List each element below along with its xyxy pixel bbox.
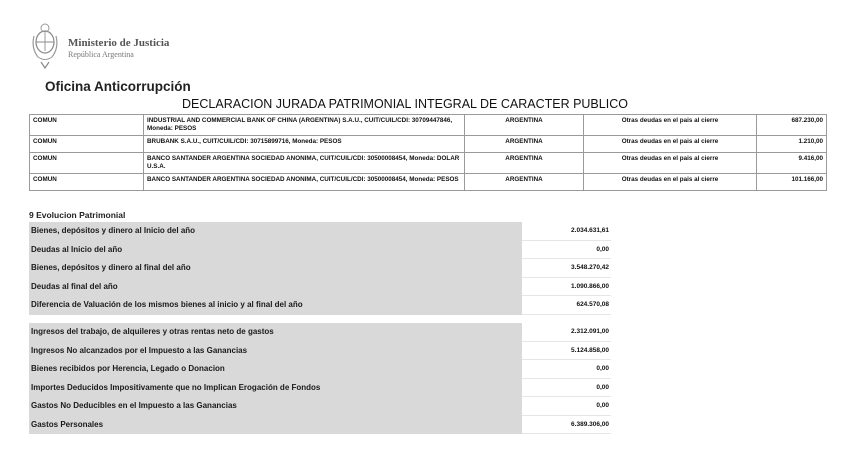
evolution-value: 0,00	[522, 241, 611, 260]
evolution-label: Deudas al Inicio del año	[29, 241, 522, 260]
debt-country: ARGENTINA	[465, 115, 584, 136]
evolution-label: Deudas al final del año	[29, 278, 522, 297]
evolution-label: Gastos Personales	[29, 416, 522, 435]
debt-description: Otras deudas en el pais al cierre	[584, 136, 757, 153]
debts-table	[29, 114, 827, 191]
table-row	[29, 323, 611, 342]
table-row	[29, 278, 611, 297]
evolution-group-1	[29, 222, 611, 315]
evolution-label: Importes Deducidos Impositivamente que no Implican Erogación de Fondos	[29, 379, 522, 398]
evolution-label: Ingresos No alcanzados por el Impuesto a las Ganancias	[29, 342, 522, 361]
debt-type: COMUN	[30, 174, 144, 191]
debt-entity: INDUSTRIAL AND COMMERCIAL BANK OF CHINA (ARGENTINA) S.A.U., CUIT/CUIL/CDI: 30709447846, Moneda: PESOS	[144, 115, 465, 136]
table-row	[30, 153, 827, 174]
evolution-value: 0,00	[522, 360, 611, 379]
table-row	[29, 342, 611, 361]
evolution-group-2	[29, 323, 611, 434]
office-name: Oficina Anticorrupción	[45, 79, 191, 94]
debt-country: ARGENTINA	[465, 136, 584, 153]
debt-description: Otras deudas en el pais al cierre	[584, 115, 757, 136]
evolution-label: Bienes, depósitos y dinero al Inicio del año	[29, 222, 522, 241]
table-row	[30, 115, 827, 136]
debt-amount: 9.416,00	[757, 153, 827, 174]
evolution-value: 5.124.858,00	[522, 342, 611, 361]
debt-entity: BANCO SANTANDER ARGENTINA SOCIEDAD ANONIMA, CUIT/CUIL/CDI: 30500008454, Moneda: DOLAR U.S.A.	[144, 153, 465, 174]
evolution-value: 1.090.866,00	[522, 278, 611, 297]
evolution-label: Gastos No Deducibles en el Impuesto a las Ganancias	[29, 397, 522, 416]
table-row	[29, 259, 611, 278]
debt-amount: 1.210,00	[757, 136, 827, 153]
coat-of-arms-icon	[30, 20, 60, 72]
evolution-label: Bienes recibidos por Herencia, Legado o Donacion	[29, 360, 522, 379]
table-row	[29, 360, 611, 379]
debt-entity: BANCO SANTANDER ARGENTINA SOCIEDAD ANONIMA, CUIT/CUIL/CDI: 30500008454, Moneda: PESOS	[144, 174, 465, 191]
evolution-label: Diferencia de Valuación de los mismos bienes al inicio y al final del año	[29, 296, 522, 315]
table-row	[29, 296, 611, 315]
table-row	[29, 241, 611, 260]
debt-description: Otras deudas en el pais al cierre	[584, 174, 757, 191]
debt-country: ARGENTINA	[465, 153, 584, 174]
debt-entity: BRUBANK S.A.U., CUIT/CUIL/CDI: 30715899716, Moneda: PESOS	[144, 136, 465, 153]
debt-description: Otras deudas en el pais al cierre	[584, 153, 757, 174]
evolution-label: Ingresos del trabajo, de alquileres y otras rentas neto de gastos	[29, 323, 522, 342]
debt-country: ARGENTINA	[465, 174, 584, 191]
document-title: DECLARACION JURADA PATRIMONIAL INTEGRAL DE CARACTER PUBLICO	[182, 97, 628, 111]
ministry-name: Ministerio de Justicia	[68, 37, 170, 49]
table-row	[30, 136, 827, 153]
country-name: República Argentina	[68, 50, 134, 59]
table-row	[29, 397, 611, 416]
evolution-value: 2.312.091,00	[522, 323, 611, 342]
table-row	[29, 379, 611, 398]
evolution-label: Bienes, depósitos y dinero al final del año	[29, 259, 522, 278]
evolution-value: 624.570,08	[522, 296, 611, 315]
evolution-value: 0,00	[522, 397, 611, 416]
debt-amount: 101.166,00	[757, 174, 827, 191]
debt-amount: 687.230,00	[757, 115, 827, 136]
evolution-value: 2.034.631,61	[522, 222, 611, 241]
evolution-value: 3.548.270,42	[522, 259, 611, 278]
evolution-value: 6.389.306,00	[522, 416, 611, 435]
debt-type: COMUN	[30, 136, 144, 153]
table-row	[29, 416, 611, 435]
section-title: 9 Evolucion Patrimonial	[29, 210, 126, 220]
evolution-value: 0,00	[522, 379, 611, 398]
table-row	[30, 174, 827, 191]
debt-type: COMUN	[30, 115, 144, 136]
table-row	[29, 222, 611, 241]
debt-type: COMUN	[30, 153, 144, 174]
